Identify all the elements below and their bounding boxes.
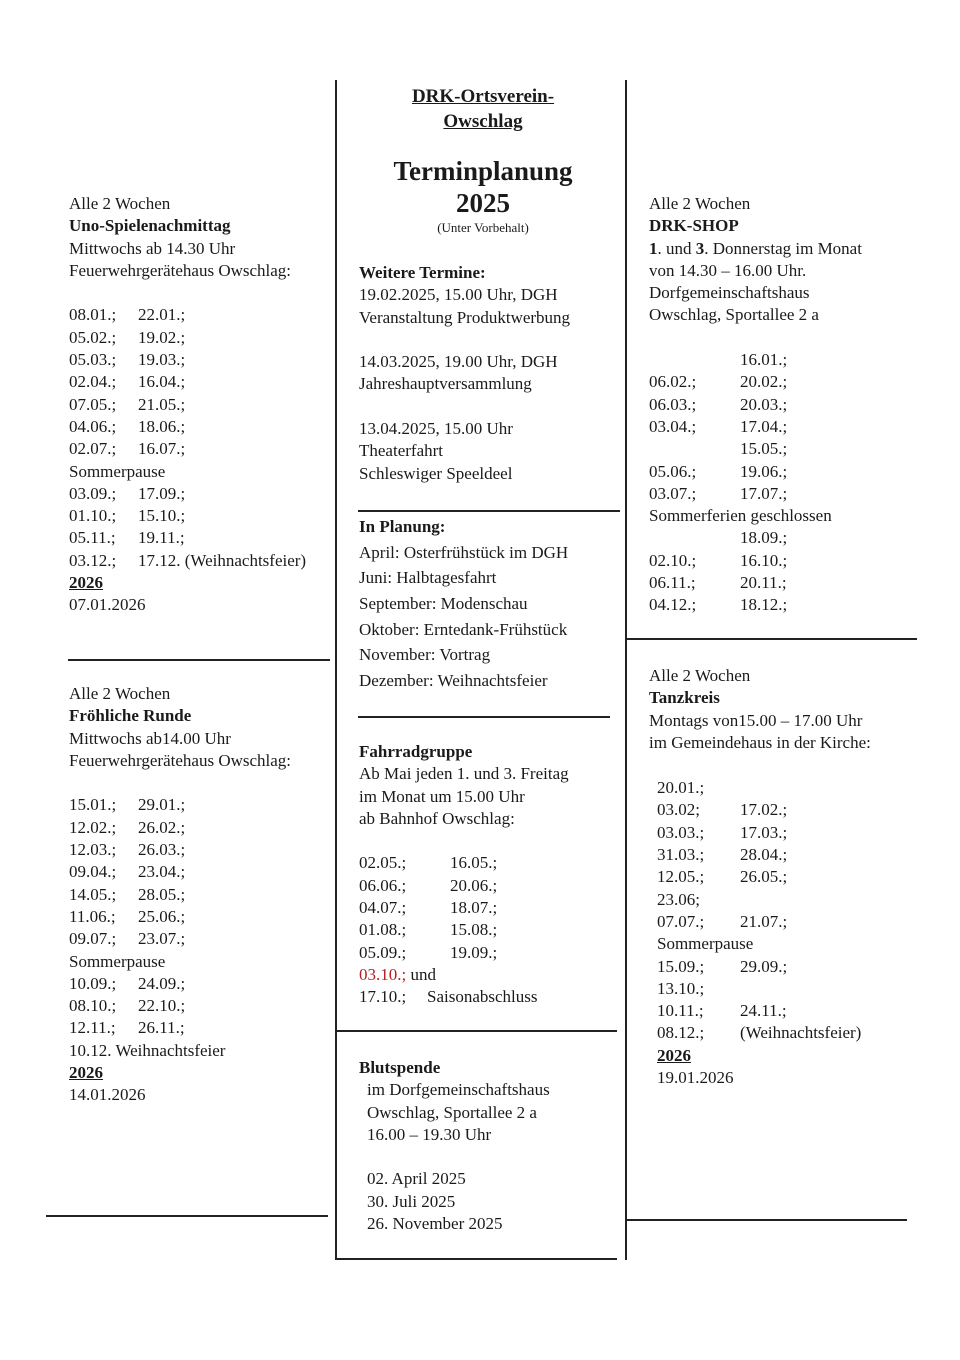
blut-date: 26. November 2025 <box>367 1214 503 1234</box>
date-row: 06.02.; 20.02.; <box>649 372 788 392</box>
blut-heading: Blutspende <box>359 1058 441 1077</box>
section-divider <box>46 1215 328 1217</box>
uno-pause: Sommerpause <box>69 461 166 481</box>
date-row: 03.04.; 17.04.; <box>649 416 788 436</box>
planung-heading: In Planung: <box>359 517 446 536</box>
date-row: 23.06; <box>657 889 700 909</box>
tanz-time: Montags von15.00 – 17.00 Uhr <box>649 710 863 730</box>
shop-frequency: Alle 2 Wochen <box>649 194 751 213</box>
section-divider <box>68 659 330 661</box>
date-row: 09.04.; 23.04.; <box>69 862 186 882</box>
date-row: 12.11.; 26.11.; <box>69 1018 185 1038</box>
column-divider-left <box>335 80 337 1260</box>
date-row: 16.01.; <box>740 350 788 370</box>
runde-place: Feuerwehrgerätehaus Owschlag: <box>69 750 292 770</box>
date-row: 05.06.; 19.06.; <box>649 461 788 481</box>
date-row: 04.07.; 18.07.; <box>359 898 498 918</box>
section-in-planung <box>359 514 621 694</box>
page-header <box>338 84 628 237</box>
section-uno <box>69 193 334 617</box>
fahrrad-line: Ab Mai jeden 1. und 3. Freitag <box>359 764 569 784</box>
runde-next-year: 2026 <box>69 1063 103 1083</box>
event-line: Jahreshauptversammlung <box>359 374 532 394</box>
date-row: 31.03.; 28.04.; <box>657 845 788 865</box>
uno-frequency: Alle 2 Wochen <box>69 194 171 213</box>
shop-days: 1. und 3. Donnerstag im Monat <box>649 238 862 258</box>
date-row: 06.06.; 20.06.; <box>359 875 498 895</box>
tanz-place: im Gemeindehaus in der Kirche: <box>649 732 871 752</box>
date-row: 13.10.; <box>657 978 705 998</box>
page-title: Terminplanung <box>393 156 573 186</box>
fahrrad-line: im Monat um 15.00 Uhr <box>359 786 525 806</box>
highlighted-date: 03.10.; <box>359 964 407 984</box>
date-row: 17.10.; Saisonabschluss <box>359 987 538 1007</box>
shop-title: DRK-SHOP <box>649 216 739 236</box>
section-divider <box>337 1030 617 1032</box>
date-row: 07.05.; 21.05.; <box>69 394 186 414</box>
section-tanzkreis <box>649 665 917 1089</box>
section-divider <box>358 510 620 512</box>
date-row: 02.07.; 16.07.; <box>69 439 186 459</box>
date-row: 01.10.; 15.10.; <box>69 506 186 526</box>
planung-item: April: Osterfrühstück im DGH <box>359 542 569 562</box>
date-row: 12.03.; 26.03.; <box>69 840 186 860</box>
date-row: 03.07.; 17.07.; <box>649 483 788 503</box>
section-divider <box>358 716 610 718</box>
uno-place: Feuerwehrgerätehaus Owschlag: <box>69 260 292 280</box>
date-row: 09.07.; 23.07.; <box>69 929 186 949</box>
planung-item: Dezember: Weihnachtsfeier <box>359 671 548 691</box>
planung-item: Juni: Halbtagesfahrt <box>359 568 497 588</box>
event-line: Theaterfahrt <box>359 441 443 461</box>
shop-closed: Sommerferien geschlossen <box>649 506 832 526</box>
date-row: 04.06.; 18.06.; <box>69 416 186 436</box>
date-row: 08.12.; (Weihnachtsfeier) <box>657 1023 862 1043</box>
blut-line: Owschlag, Sportallee 2 a <box>367 1102 537 1122</box>
date-row: 02.10.; 16.10.; <box>649 550 788 570</box>
runde-next-date: 14.01.2026 <box>69 1085 146 1105</box>
fahrrad-line: ab Bahnhof Owschlag: <box>359 808 515 828</box>
section-weitere-termine <box>359 262 621 485</box>
planung-item: Oktober: Erntedank-Frühstück <box>359 619 568 639</box>
date-row: 07.07.; 21.07.; <box>657 911 788 931</box>
runde-xmas: 10.12. Weihnachtsfeier <box>69 1040 226 1060</box>
blut-date: 02. April 2025 <box>367 1169 466 1189</box>
date-row: 11.06.; 25.06.; <box>69 906 186 926</box>
event-line: 19.02.2025, 15.00 Uhr, DGH <box>359 285 558 305</box>
uno-time: Mittwochs ab 14.30 Uhr <box>69 238 236 258</box>
event-line: 13.04.2025, 15.00 Uhr <box>359 419 513 439</box>
uno-title: Uno-Spielenachmittag <box>69 216 231 236</box>
date-row: 06.03.; 20.03.; <box>649 394 788 414</box>
runde-time: Mittwochs ab14.00 Uhr <box>69 728 231 748</box>
uno-next-date: 07.01.2026 <box>69 595 146 615</box>
date-row: 05.03.; 19.03.; <box>69 350 186 370</box>
shop-address: Owschlag, Sportallee 2 a <box>649 305 819 325</box>
date-row: 03.03.; 17.03.; <box>657 822 788 842</box>
org-location: Owschlag <box>443 111 523 132</box>
blut-line: 16.00 – 19.30 Uhr <box>367 1124 492 1144</box>
reservation-note: (Unter Vorbehalt) <box>437 220 529 235</box>
date-row: 15.05.; <box>740 439 788 459</box>
section-fahrradgruppe <box>359 741 621 1009</box>
section-divider <box>625 638 917 640</box>
page-year: 2025 <box>456 188 510 218</box>
blut-date: 30. Juli 2025 <box>367 1191 456 1211</box>
section-divider <box>627 1219 907 1221</box>
date-row: 15.09.; 29.09.; <box>657 956 788 976</box>
date-row: 20.01.; <box>657 778 705 798</box>
date-row: 15.01.; 29.01.; <box>69 795 186 815</box>
planung-item: November: Vortrag <box>359 645 491 665</box>
tanz-title: Tanzkreis <box>649 688 720 708</box>
section-blutspende <box>359 1057 621 1235</box>
section-drk-shop <box>649 193 917 617</box>
date-row: 01.08.; 15.08.; <box>359 920 498 940</box>
date-row: 04.12.; 18.12.; <box>649 595 788 615</box>
date-row: 03.09.; 17.09.; <box>69 483 186 503</box>
date-row: 03.12.; 17.12. (Weihnachtsfeier) <box>69 550 307 570</box>
column-divider-right <box>625 80 627 1260</box>
date-row: 12.02.; 26.02.; <box>69 817 186 837</box>
date-row: 08.10.; 22.10.; <box>69 996 186 1016</box>
date-row: 03.02; 17.02.; <box>657 800 788 820</box>
planung-item: September: Modenschau <box>359 594 528 614</box>
date-row: 10.09.; 24.09.; <box>69 973 186 993</box>
date-row: 02.04.; 16.04.; <box>69 372 186 392</box>
date-row: 05.09.; 19.09.; <box>359 942 498 962</box>
date-row: 08.01.; 22.01.; <box>69 305 186 325</box>
tanz-frequency: Alle 2 Wochen <box>649 666 751 685</box>
fahrrad-special-row: 03.10.; und <box>359 964 436 984</box>
tanz-next-year: 2026 <box>657 1045 691 1065</box>
shop-place: Dorfgemeinschaftshaus <box>649 283 810 303</box>
event-line: 14.03.2025, 19.00 Uhr, DGH <box>359 352 558 372</box>
event-line: Veranstaltung Produktwerbung <box>359 307 571 327</box>
date-row: 14.05.; 28.05.; <box>69 884 186 904</box>
date-row: 05.02.; 19.02.; <box>69 327 186 347</box>
org-name: DRK-Ortsverein- <box>411 86 555 107</box>
date-row: 06.11.; 20.11.; <box>649 573 787 593</box>
tanz-pause: Sommerpause <box>657 934 754 954</box>
event-line: Schleswiger Speeldeel <box>359 463 513 483</box>
runde-title: Fröhliche Runde <box>69 706 192 726</box>
uno-next-year: 2026 <box>69 573 103 593</box>
blut-line: im Dorfgemeinschaftshaus <box>367 1080 550 1100</box>
date-row: 18.09.; <box>740 528 788 548</box>
date-row: 02.05.; 16.05.; <box>359 853 498 873</box>
runde-frequency: Alle 2 Wochen <box>69 684 171 703</box>
runde-pause: Sommerpause <box>69 951 166 971</box>
shop-time: von 14.30 – 16.00 Uhr. <box>649 260 807 280</box>
date-row: 12.05.; 26.05.; <box>657 867 788 887</box>
weitere-heading: Weitere Termine: <box>359 263 486 282</box>
date-row: 05.11.; 19.11.; <box>69 528 185 548</box>
section-froehliche-runde <box>69 683 334 1107</box>
fahrrad-heading: Fahrradgruppe <box>359 742 473 761</box>
section-divider <box>337 1258 617 1260</box>
tanz-next-date: 19.01.2026 <box>657 1068 734 1088</box>
date-row: 10.11.; 24.11.; <box>657 1001 787 1021</box>
